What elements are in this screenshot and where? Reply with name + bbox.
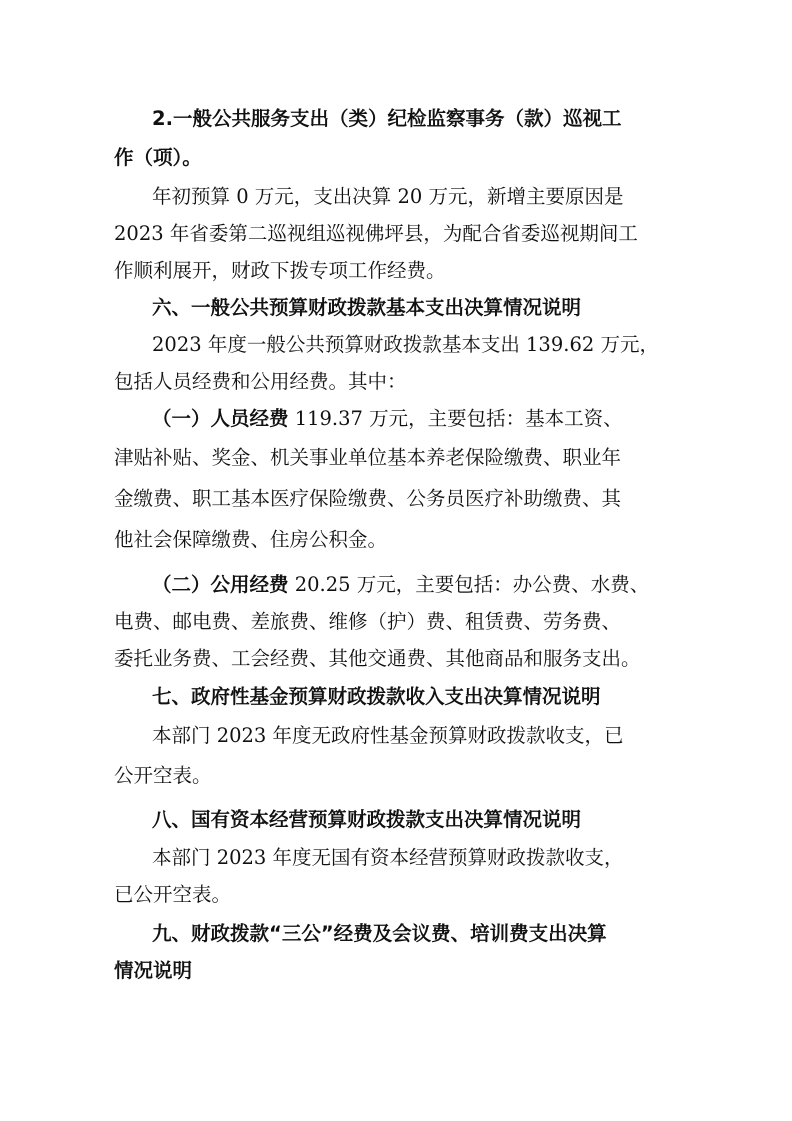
section-2-body-line-2: 2023 年省委第二巡视组巡视佛坪县，为配合省委巡视期间工 (114, 222, 638, 245)
section-six-body-line-2: 包括人员经费和公用经费。其中： (114, 370, 407, 393)
personnel-expense-line-3: 金缴费、职工基本医疗保险缴费、公务员医疗补助缴费、其 (114, 487, 622, 510)
personnel-expense-line-1 (152, 406, 686, 432)
section-2-heading-line-2: 作（项）。 (114, 146, 202, 169)
section-nine-heading-line-2: 情况说明 (114, 959, 193, 982)
section-six-heading: 六、一般公共预算财政拨款基本支出决算情况说明 (152, 296, 582, 319)
section-2-heading-line-1: 2.一般公共服务支出（类）纪检监察事务（款）巡视工 (152, 107, 622, 130)
section-2-body-line-1: 年初预算 0 万元，支出决算 20 万元，新增主要原因是 (152, 185, 624, 208)
public-expense-lead: （二）公用经费 (152, 573, 289, 596)
section-2-body-line-3: 作顺利展开，财政下拨专项工作经费。 (114, 259, 446, 282)
section-eight-body-line-1: 本部门 2023 年度无国有资本经营预算财政拨款收支， (152, 846, 624, 869)
public-expense-text: 20.25 万元，主要包括：办公费、水费、 (288, 573, 650, 596)
personnel-expense-line-2: 津贴补贴、奖金、机关事业单位基本养老保险缴费、职业年 (114, 446, 622, 469)
section-eight-body-line-2: 已公开空表。 (114, 883, 232, 906)
public-expense-line-3: 委托业务费、工会经费、其他交通费、其他商品和服务支出。 (114, 647, 641, 670)
section-seven-body-line-2: 公开空表。 (114, 764, 212, 787)
section-six-body-line-1: 2023 年度一般公共预算财政拨款基本支出 139.62 万元， (152, 333, 659, 356)
personnel-expense-text: 119.37 万元，主要包括：基本工资、 (288, 407, 623, 430)
section-seven-body-line-1: 本部门 2023 年度无政府性基金预算财政拨款收支，已 (152, 724, 624, 747)
section-eight-heading: 八、国有资本经营预算财政拨款支出决算情况说明 (152, 808, 582, 831)
public-expense-line-1 (152, 572, 686, 598)
personnel-expense-lead: （一）人员经费 (152, 407, 289, 430)
section-seven-heading: 七、政府性基金预算财政拨款收入支出决算情况说明 (152, 685, 601, 708)
personnel-expense-line-4: 他社会保障缴费、住房公积金。 (114, 528, 388, 551)
section-nine-heading-line-1: 九、财政拨款“三公”经费及会议费、培训费支出决算 (152, 922, 607, 945)
public-expense-line-2: 电费、邮电费、差旅费、维修（护）费、租赁费、劳务费、 (114, 610, 622, 633)
